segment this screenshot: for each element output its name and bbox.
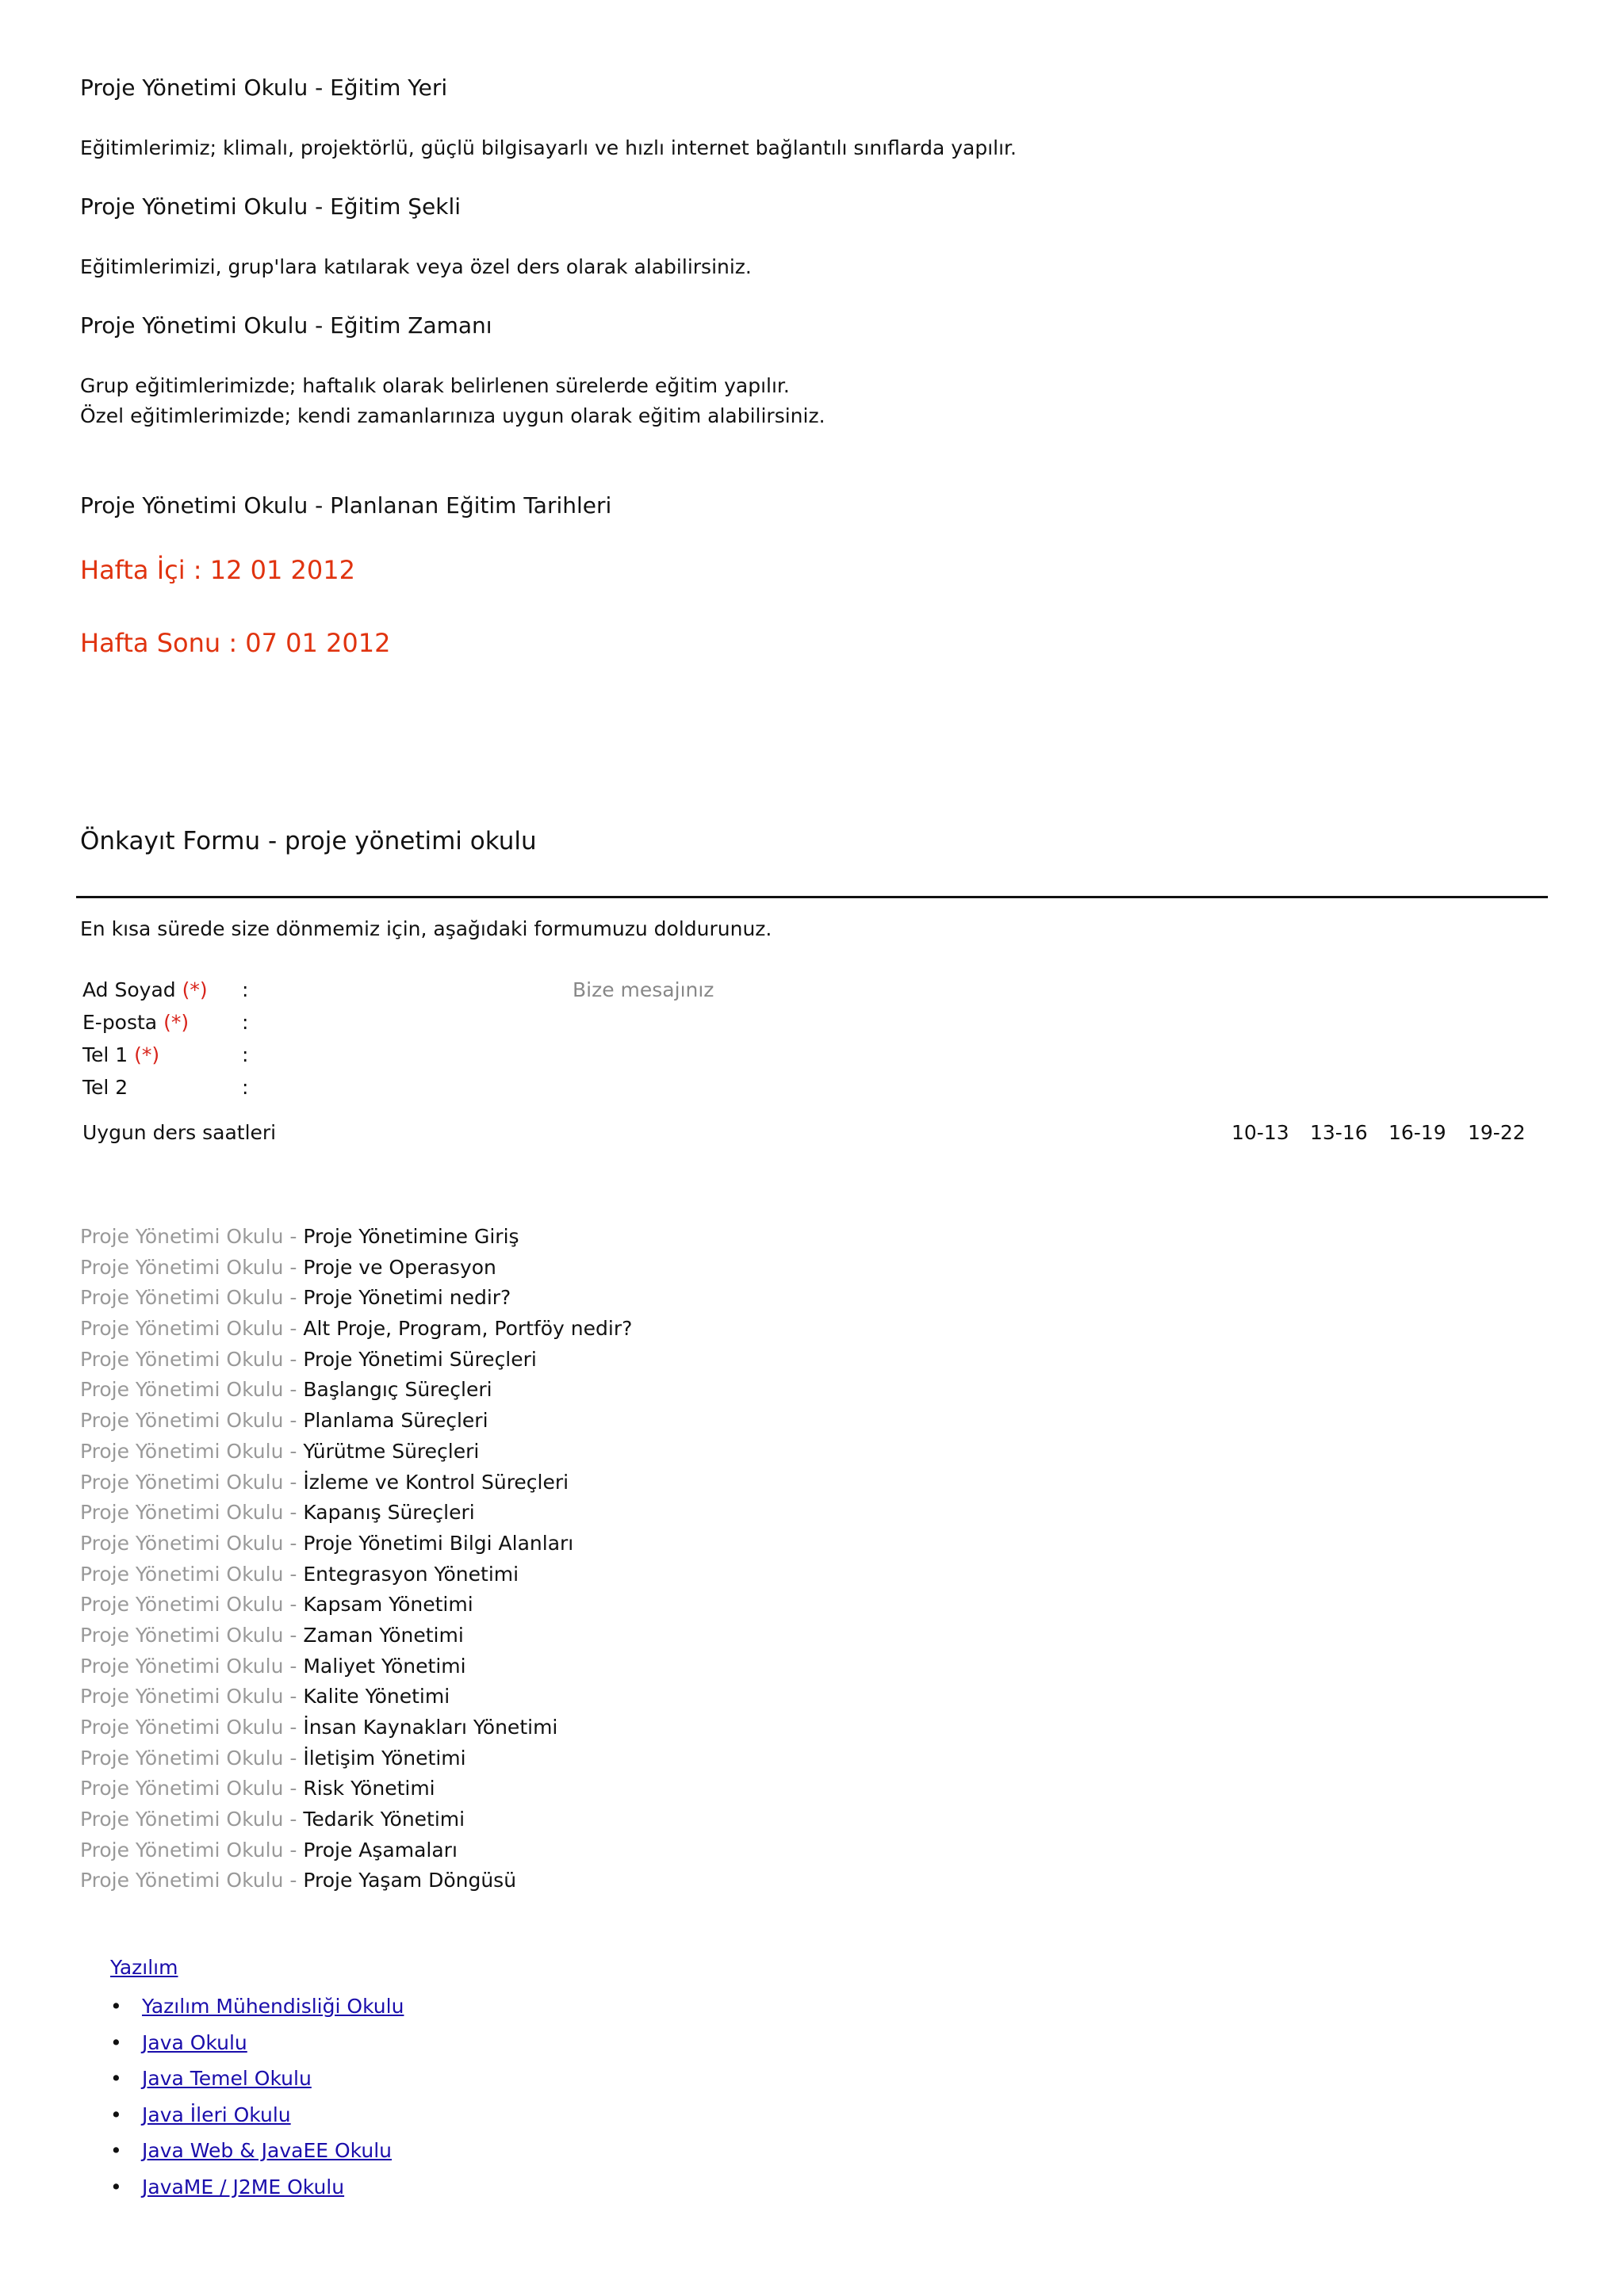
topic-prefix: Proje Yönetimi Okulu -	[80, 1378, 304, 1402]
topic-prefix: Proje Yönetimi Okulu -	[80, 1593, 304, 1617]
school-link[interactable]: Java Temel Okulu	[142, 2067, 312, 2091]
form-divider	[76, 896, 1548, 898]
topic-name: Proje Yönetimi nedir?	[303, 1286, 511, 1310]
school-link[interactable]: Java Okulu	[142, 2030, 247, 2054]
list-item	[80, 1774, 632, 1804]
list-item	[80, 1283, 632, 1314]
list-item	[80, 1375, 632, 1406]
topic-name: Kapanış Süreçleri	[303, 1501, 475, 1525]
hour-option-13-16[interactable]: 13-16	[1310, 1121, 1368, 1144]
hours-label: Uygun ders saatleri	[82, 1121, 277, 1144]
field-label-email	[82, 1011, 189, 1034]
list-item	[80, 1590, 632, 1621]
topic-prefix: Proje Yönetimi Okulu -	[80, 1869, 304, 1892]
time-heading: Proje Yönetimi Okulu - Eğitim Zamanı	[80, 312, 492, 339]
school-link[interactable]: Java İleri Okulu	[142, 2103, 291, 2126]
list-item	[80, 1621, 632, 1651]
topic-prefix: Proje Yönetimi Okulu -	[80, 1838, 304, 1862]
list-item	[80, 1712, 632, 1743]
school-link-list	[110, 1988, 404, 2206]
topic-name: Maliyet Yönetimi	[303, 1654, 466, 1678]
bullet-icon: •	[110, 2030, 122, 2054]
topic-prefix: Proje Yönetimi Okulu -	[80, 1685, 304, 1709]
dates-heading: Proje Yönetimi Okulu - Planlanan Eğitim Tarihleri	[80, 492, 612, 519]
topic-prefix: Proje Yönetimi Okulu -	[80, 1531, 304, 1555]
field-label-tel2	[82, 1076, 128, 1099]
type-text: Eğitimlerimizi, grup'lara katılarak veya özel ders olarak alabilirsiniz.	[80, 255, 752, 278]
list-item	[110, 2097, 404, 2133]
topic-prefix: Proje Yönetimi Okulu -	[80, 1716, 304, 1739]
list-item	[80, 1468, 632, 1498]
list-item	[80, 1559, 632, 1590]
bullet-icon: •	[110, 1995, 122, 2018]
topic-name: Proje Yönetimi Bilgi Alanları	[303, 1531, 574, 1555]
hour-option-10-13[interactable]: 10-13	[1231, 1121, 1289, 1144]
category-link-yazilim[interactable]: Yazılım	[110, 1956, 178, 1979]
list-item	[80, 1651, 632, 1682]
place-heading: Proje Yönetimi Okulu - Eğitim Yeri	[80, 75, 448, 101]
bullet-icon: •	[110, 2139, 122, 2163]
list-item	[110, 2133, 404, 2169]
type-heading: Proje Yönetimi Okulu - Eğitim Şekli	[80, 193, 462, 220]
list-item	[80, 1804, 632, 1835]
topic-prefix: Proje Yönetimi Okulu -	[80, 1623, 304, 1647]
form-title: Önkayıt Formu - proje yönetimi okulu	[80, 827, 537, 855]
topic-name: Risk Yönetimi	[303, 1777, 435, 1800]
list-item	[110, 2169, 404, 2206]
topic-name: Alt Proje, Program, Portföy nedir?	[303, 1317, 633, 1341]
topic-list	[80, 1222, 632, 1896]
place-text: Eğitimlerimiz; klimalı, projektörlü, güçlü bilgisayarlı ve hızlı internet bağlantılı sınıflarda yapılır.	[80, 136, 1017, 159]
topic-name: Zaman Yönetimi	[303, 1623, 464, 1647]
list-item	[110, 2025, 404, 2061]
topic-name: Proje Aşamaları	[303, 1838, 458, 1862]
list-item	[80, 1743, 632, 1774]
school-link[interactable]: JavaME / J2ME Okulu	[142, 2175, 345, 2198]
topic-prefix: Proje Yönetimi Okulu -	[80, 1501, 304, 1525]
list-item	[110, 2061, 404, 2097]
topic-prefix: Proje Yönetimi Okulu -	[80, 1317, 304, 1341]
list-item	[80, 1222, 632, 1253]
topic-prefix: Proje Yönetimi Okulu -	[80, 1654, 304, 1678]
topic-name: Proje Yaşam Döngüsü	[303, 1869, 517, 1892]
field-colon: :	[242, 1011, 249, 1034]
topic-prefix: Proje Yönetimi Okulu -	[80, 1746, 304, 1770]
topic-name: İzleme ve Kontrol Süreçleri	[303, 1470, 569, 1494]
field-colon: :	[242, 1043, 249, 1066]
required-marker: (*)	[163, 1011, 190, 1034]
field-label-text: Tel 2	[82, 1076, 128, 1099]
topic-prefix: Proje Yönetimi Okulu -	[80, 1777, 304, 1800]
hour-option-19-22[interactable]: 19-22	[1468, 1121, 1526, 1144]
form-intro: En kısa sürede size dönmemiz için, aşağıdaki formumuzu doldurunuz.	[80, 917, 772, 940]
topic-prefix: Proje Yönetimi Okulu -	[80, 1808, 304, 1831]
list-item	[80, 1314, 632, 1345]
topic-name: Proje ve Operasyon	[303, 1255, 496, 1279]
topic-name: Entegrasyon Yönetimi	[303, 1562, 519, 1586]
topic-prefix: Proje Yönetimi Okulu -	[80, 1225, 304, 1248]
list-item	[80, 1835, 632, 1866]
topic-name: Tedarik Yönetimi	[303, 1808, 465, 1831]
topic-name: Proje Yönetimine Giriş	[303, 1225, 519, 1248]
topic-name: Kapsam Yönetimi	[303, 1593, 473, 1617]
list-item	[80, 1345, 632, 1376]
field-label-text: Ad Soyad	[82, 978, 176, 1001]
topic-name: İnsan Kaynakları Yönetimi	[303, 1716, 558, 1739]
topic-prefix: Proje Yönetimi Okulu -	[80, 1562, 304, 1586]
message-field[interactable]: Bize mesajınız	[573, 978, 714, 1001]
weekend-date: Hafta Sonu : 07 01 2012	[80, 628, 391, 658]
list-item	[80, 1406, 632, 1437]
list-item	[80, 1437, 632, 1468]
school-link[interactable]: Java Web & JavaEE Okulu	[142, 2139, 393, 2163]
hour-option-16-19[interactable]: 16-19	[1388, 1121, 1446, 1144]
topic-prefix: Proje Yönetimi Okulu -	[80, 1470, 304, 1494]
bullet-icon: •	[110, 2175, 122, 2198]
list-item	[80, 1866, 632, 1896]
topic-name: İletişim Yönetimi	[303, 1746, 466, 1770]
list-item	[80, 1529, 632, 1559]
list-item	[80, 1498, 632, 1529]
required-marker: (*)	[182, 978, 208, 1001]
topic-name: Kalite Yönetimi	[303, 1685, 450, 1709]
topic-prefix: Proje Yönetimi Okulu -	[80, 1286, 304, 1310]
time-text-private: Özel eğitimlerimizde; kendi zamanlarınıza uygun olarak eğitim alabilirsiniz.	[80, 404, 825, 427]
bullet-icon: •	[110, 2103, 122, 2126]
topic-prefix: Proje Yönetimi Okulu -	[80, 1409, 304, 1433]
topic-prefix: Proje Yönetimi Okulu -	[80, 1439, 304, 1463]
list-item	[80, 1253, 632, 1284]
time-text-group: Grup eğitimlerimizde; haftalık olarak belirlenen sürelerde eğitim yapılır.	[80, 374, 790, 397]
topic-name: Proje Yönetimi Süreçleri	[303, 1347, 537, 1371]
topic-name: Başlangıç Süreçleri	[303, 1378, 492, 1402]
field-label-tel1	[82, 1043, 159, 1066]
bullet-icon: •	[110, 2067, 122, 2091]
topic-prefix: Proje Yönetimi Okulu -	[80, 1347, 304, 1371]
field-label-text: Tel 1	[82, 1043, 128, 1066]
field-colon: :	[242, 978, 249, 1001]
topic-prefix: Proje Yönetimi Okulu -	[80, 1255, 304, 1279]
field-label-text: E-posta	[82, 1011, 158, 1034]
topic-name: Yürütme Süreçleri	[303, 1439, 480, 1463]
school-link[interactable]: Yazılım Mühendisliği Okulu	[142, 1995, 404, 2018]
list-item	[110, 1988, 404, 2025]
required-marker: (*)	[134, 1043, 160, 1066]
topic-name: Planlama Süreçleri	[303, 1409, 488, 1433]
field-label-name	[82, 978, 208, 1001]
list-item	[80, 1682, 632, 1712]
weekday-date: Hafta İçi : 12 01 2012	[80, 555, 355, 585]
field-colon: :	[242, 1076, 249, 1099]
